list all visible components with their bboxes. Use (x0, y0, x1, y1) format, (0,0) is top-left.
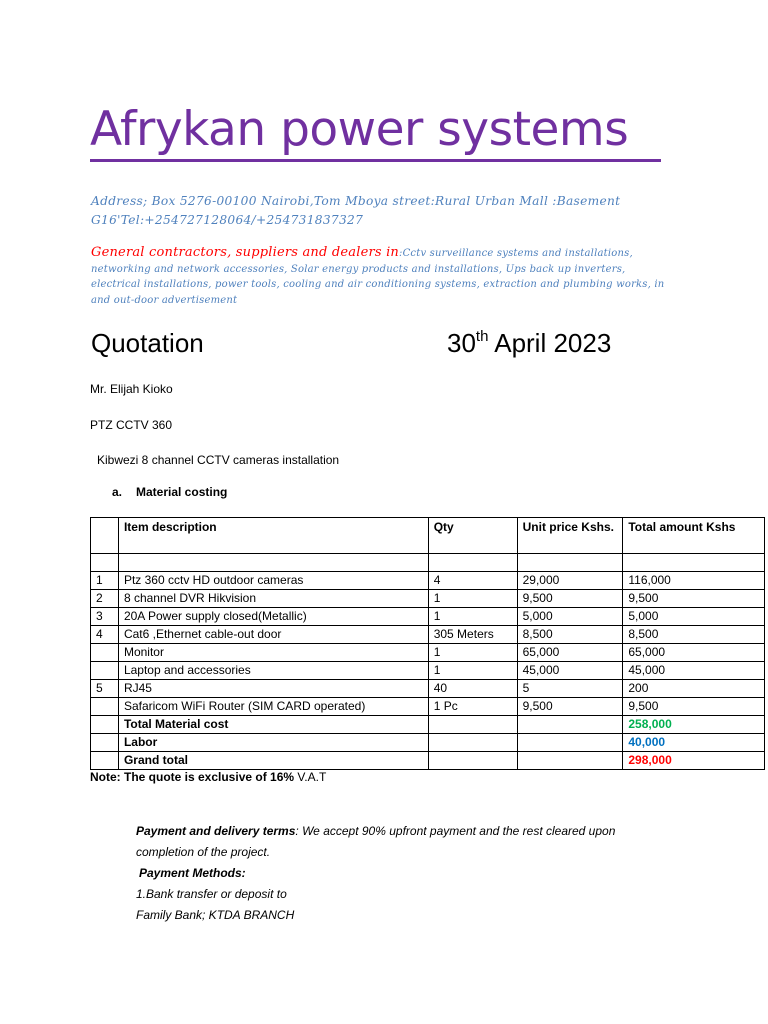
client-name: Mr. Elijah Kioko (90, 382, 173, 396)
blank-cell (428, 554, 517, 572)
row-number (91, 644, 119, 662)
vat-note-rest: V.A.T (294, 770, 327, 784)
table-row (91, 608, 765, 626)
row-number (91, 698, 119, 716)
item-unit-price: 5,000 (517, 608, 623, 626)
header-cell: Item description (118, 518, 428, 554)
labor-row (91, 734, 765, 752)
payment-terms-text: : We accept 90% upfront payment and the rest cleared upon completion of the project. (136, 824, 616, 859)
grand-total-value: 298,000 (623, 752, 765, 770)
item-unit-price: 65,000 (517, 644, 623, 662)
header-cell: Qty (428, 518, 517, 554)
table-row (91, 662, 765, 680)
payment-method-1: 1.Bank transfer or deposit to (136, 887, 287, 901)
item-unit-price: 8,500 (517, 626, 623, 644)
labor-value: 40,000 (623, 734, 765, 752)
item-description: 8 channel DVR Hikvision (118, 590, 428, 608)
quotation-title: Quotation (91, 328, 204, 358)
table-header-row (91, 518, 765, 554)
item-description: 20A Power supply closed(Metallic) (118, 608, 428, 626)
total-material-value: 258,000 (623, 716, 765, 734)
item-qty: 1 (428, 644, 517, 662)
blank-cell (428, 734, 517, 752)
payment-terms-paragraph (136, 821, 676, 863)
table-row (91, 626, 765, 644)
row-number: 3 (91, 608, 119, 626)
bank-name: Family Bank; KTDA BRANCH (136, 908, 295, 922)
grand-total-label: Grand total (118, 752, 428, 770)
services-lead: General contractors, suppliers and dealers in (91, 245, 400, 260)
item-qty: 1 (428, 608, 517, 626)
blank-cell (517, 554, 623, 572)
item-unit-price: 29,000 (517, 572, 623, 590)
item-qty: 4 (428, 572, 517, 590)
header-cell: Unit price Kshs. (517, 518, 623, 554)
header-cell: Total amount Kshs (623, 518, 765, 554)
section-title: Material costing (136, 485, 228, 499)
blank-cell (428, 752, 517, 770)
item-description: Laptop and accessories (118, 662, 428, 680)
item-total: 5,000 (623, 608, 765, 626)
blank-cell (91, 734, 119, 752)
total-material-row (91, 716, 765, 734)
row-number: 2 (91, 590, 119, 608)
blank-cell (91, 554, 119, 572)
blank-cell (517, 752, 623, 770)
material-costing-table (90, 517, 765, 770)
item-unit-price: 5 (517, 680, 623, 698)
row-number: 5 (91, 680, 119, 698)
table-row (91, 698, 765, 716)
item-total: 65,000 (623, 644, 765, 662)
row-number (91, 662, 119, 680)
item-description: RJ45 (118, 680, 428, 698)
blank-cell (517, 734, 623, 752)
date-day: 30 (447, 328, 476, 358)
item-total: 200 (623, 680, 765, 698)
blank-cell (428, 716, 517, 734)
item-description: Ptz 360 cctv HD outdoor cameras (118, 572, 428, 590)
item-qty: 305 Meters (428, 626, 517, 644)
blank-cell (623, 554, 765, 572)
payment-methods-heading: Payment Methods: (139, 866, 246, 880)
blank-cell (118, 554, 428, 572)
item-total: 116,000 (623, 572, 765, 590)
item-description: Monitor (118, 644, 428, 662)
project-title: Kibwezi 8 channel CCTV cameras installation (97, 453, 340, 467)
date-suffix: th (475, 328, 489, 345)
section-heading (112, 485, 227, 499)
payment-terms-label: Payment and delivery terms (136, 824, 296, 838)
blank-cell (91, 716, 119, 734)
item-total: 45,000 (623, 662, 765, 680)
item-qty: 1 (428, 662, 517, 680)
item-unit-price: 9,500 (517, 590, 623, 608)
table-row (91, 680, 765, 698)
vat-note (90, 769, 326, 785)
item-total: 9,500 (623, 698, 765, 716)
section-marker: a. (112, 485, 123, 499)
table-row (91, 644, 765, 662)
item-unit-price: 45,000 (517, 662, 623, 680)
grand-total-row (91, 752, 765, 770)
date-rest: April 2023 (488, 328, 612, 358)
item-description: Safaricom WiFi Router (SIM CARD operated) (118, 698, 428, 716)
services-list: :Cctv surveillance systems and installations, networking and network accessories, Solar energy products and installations, Ups back up inverters, electrical installations, power tools, cooling and air conditioning systems, extraction and plumbing works, in and out-door advertisement (91, 248, 665, 306)
item-qty: 40 (428, 680, 517, 698)
company-services (91, 245, 671, 308)
table-row (91, 572, 765, 590)
row-number: 1 (91, 572, 119, 590)
item-qty: 1 Pc (428, 698, 517, 716)
table-row (91, 590, 765, 608)
quotation-date (447, 324, 611, 362)
payment-terms (136, 821, 676, 926)
item-unit-price: 9,500 (517, 698, 623, 716)
item-total: 9,500 (623, 590, 765, 608)
blank-cell (517, 716, 623, 734)
company-name: Afrykan power systems (90, 102, 629, 157)
title-underline (90, 159, 661, 162)
company-address: Address; Box 5276-00100 Nairobi,Tom Mboya street:Rural Urban Mall :Basement G16'Tel:+254727128064/+254731837327 (91, 194, 621, 227)
product-name: PTZ CCTV 360 (90, 418, 173, 432)
vat-note-label: Note: The quote is exclusive of 16% (90, 770, 295, 784)
row-number: 4 (91, 626, 119, 644)
labor-label: Labor (118, 734, 428, 752)
item-total: 8,500 (623, 626, 765, 644)
table-blank-row (91, 554, 765, 572)
item-description: Cat6 ,Ethernet cable-out door (118, 626, 428, 644)
blank-cell (91, 752, 119, 770)
item-qty: 1 (428, 590, 517, 608)
header-cell (91, 518, 119, 554)
total-material-label: Total Material cost (118, 716, 428, 734)
